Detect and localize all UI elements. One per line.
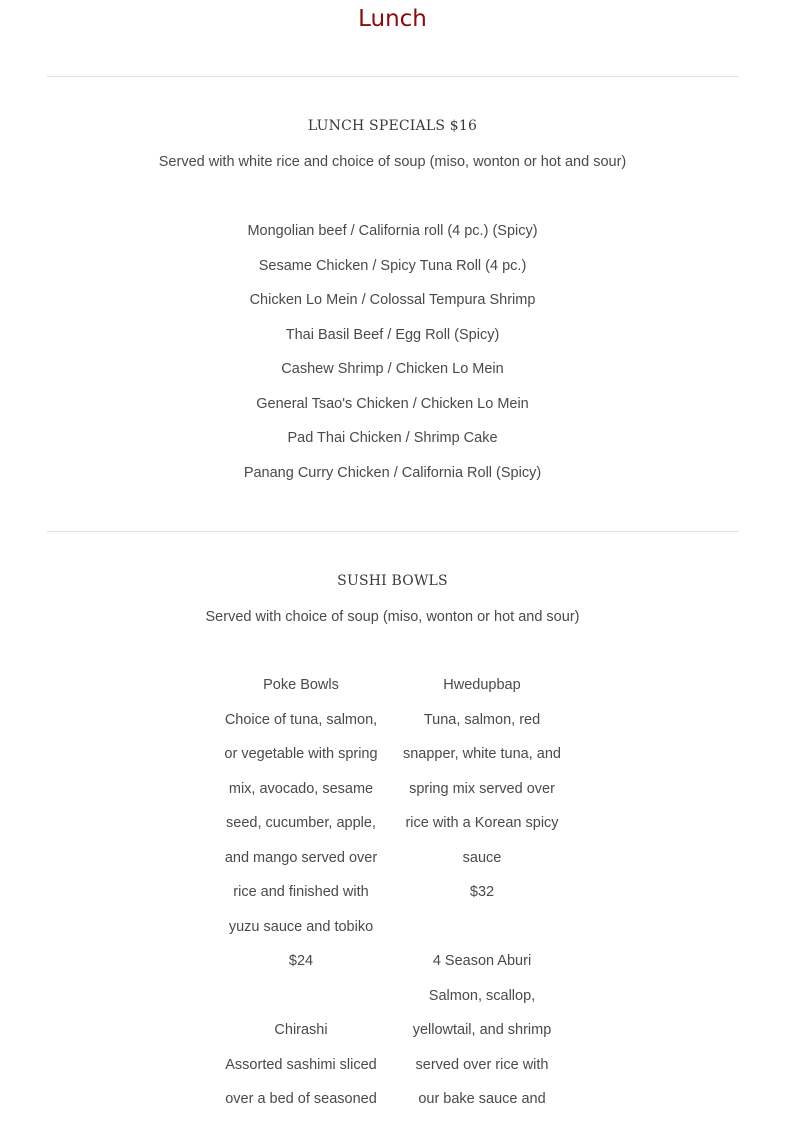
- bowl-description-line: rice with a Korean spicy: [405, 815, 559, 831]
- bowl-item-hwedupbap: [392, 668, 572, 910]
- bowl-description-line: Tuna, salmon, red: [423, 711, 541, 728]
- bowl-description-line: sauce: [462, 849, 502, 866]
- bowl-item-poke: [211, 668, 391, 979]
- bowl-description-line: Choice of tuna, salmon,: [224, 711, 378, 728]
- section-divider: [47, 76, 739, 77]
- list-item: Chicken Lo Mein / Colossal Tempura Shrimp: [249, 292, 536, 308]
- sushi-bowls-heading: SUSHI BOWLS: [337, 573, 448, 589]
- list-item: Panang Curry Chicken / California Roll (Spicy): [243, 464, 542, 481]
- section-divider: [47, 531, 739, 532]
- list-item: Mongolian beef / California roll (4 pc.) (Spicy): [247, 223, 538, 239]
- bowl-item-4-season-aburi: [392, 944, 572, 1117]
- bowl-description-line: and mango served over: [224, 849, 378, 866]
- bowl-description-line: snapper, white tuna, and: [402, 746, 561, 762]
- bowl-description-line: rice and finished with: [233, 884, 369, 900]
- bowl-description-line: served over rice with: [415, 1056, 549, 1073]
- page-title: Lunch: [358, 6, 427, 32]
- bowl-description-line: yellowtail, and shrimp: [412, 1022, 552, 1038]
- bowl-description-line: seed, cucumber, apple,: [226, 815, 376, 831]
- bowl-description-line: over a bed of seasoned: [225, 1091, 377, 1107]
- lunch-specials-list: [0, 214, 785, 490]
- list-item: Pad Thai Chicken / Shrimp Cake: [287, 430, 498, 446]
- list-item: Sesame Chicken / Spicy Tuna Roll (4 pc.): [258, 257, 527, 274]
- bowl-name: Chirashi: [274, 1022, 328, 1038]
- sushi-bowls-subtitle: Served with choice of soup (miso, wonton or hot and sour): [205, 609, 580, 625]
- list-item: General Tsao's Chicken / Chicken Lo Mein: [256, 395, 529, 412]
- bowl-description-line: our bake sauce and: [418, 1091, 546, 1107]
- bowl-description-line: yuzu sauce and tobiko: [228, 918, 374, 935]
- bowl-price: $24: [288, 953, 314, 969]
- bowl-price: $32: [469, 884, 495, 900]
- bowl-name: 4 Season Aburi: [432, 953, 532, 969]
- list-item: Thai Basil Beef / Egg Roll (Spicy): [285, 326, 500, 343]
- bowl-description-line: Assorted sashimi sliced: [225, 1056, 377, 1073]
- bowl-name: Poke Bowls: [263, 677, 339, 693]
- bowl-description-line: mix, avocado, sesame: [228, 780, 374, 797]
- bowl-description-line: or vegetable with spring: [224, 746, 378, 762]
- list-item: Cashew Shrimp / Chicken Lo Mein: [281, 361, 504, 377]
- bowl-description-line: spring mix served over: [409, 780, 555, 797]
- bowl-description-line: Salmon, scallop,: [428, 987, 536, 1004]
- sushi-bowls-section: [0, 564, 785, 634]
- bowl-name: Hwedupbap: [443, 677, 521, 693]
- bowl-item-chirashi: [211, 1013, 391, 1117]
- lunch-specials-subtitle: Served with white rice and choice of soup (miso, wonton or hot and sour): [158, 154, 627, 170]
- lunch-specials-section: [0, 109, 785, 490]
- lunch-specials-heading: LUNCH SPECIALS $16: [307, 118, 478, 134]
